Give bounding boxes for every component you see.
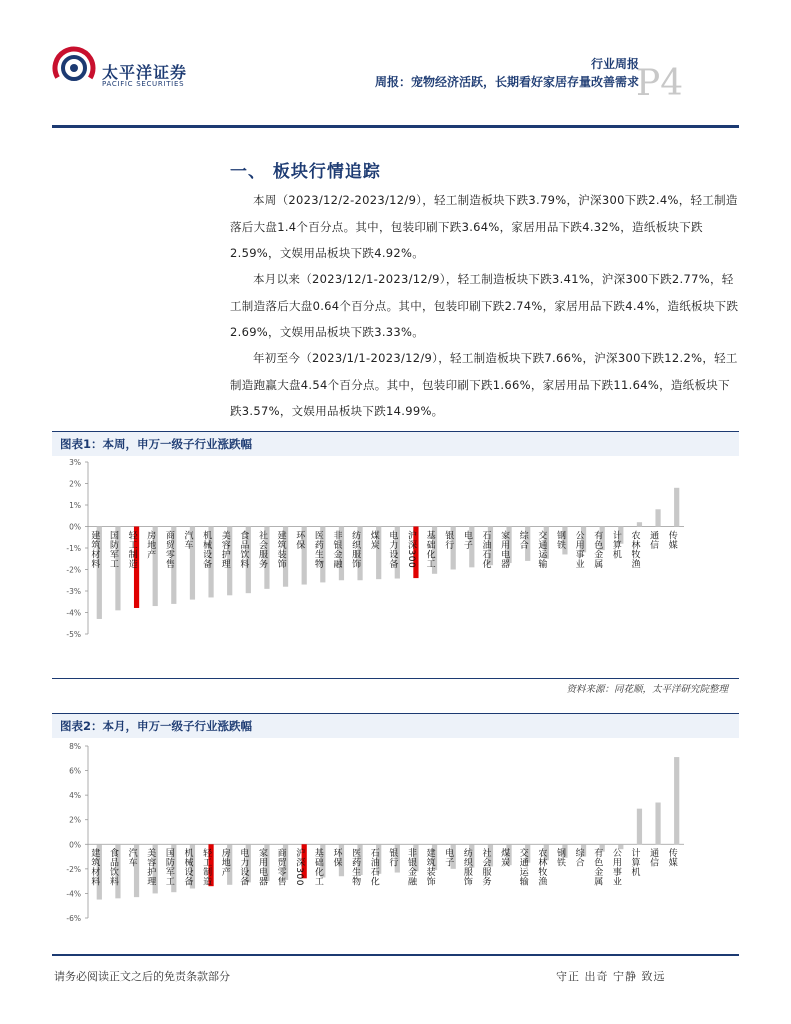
report-type: 行业周报 xyxy=(590,57,639,71)
category-label: 通信 xyxy=(648,848,659,868)
paragraph-ytd: 年初至今（2023/1/1-2023/12/9），轻工制造板块下跌7.66%，沪深300下跌12.2%，轻工制造跑赢大盘4.54个百分点。其中，包装印刷下跌1.66%，家居用品下跌11.64%，造纸板块下跌3.57%，文娱用品板块下跌14.99%。 xyxy=(230,351,738,418)
y-tick-label: -4% xyxy=(66,608,81,618)
category-label: 有色金属 xyxy=(592,530,603,569)
y-tick-label: 0% xyxy=(69,522,81,532)
category-label: 计算机 xyxy=(629,848,640,877)
y-tick-label: 8% xyxy=(69,742,81,751)
category-label: 房地产 xyxy=(219,848,230,877)
category-label: 汽车 xyxy=(126,848,137,868)
logo-icon xyxy=(52,46,96,90)
category-label: 建筑材料 xyxy=(89,848,100,887)
brand-name-en: PACIFIC SECURITIES xyxy=(102,80,185,88)
header-divider xyxy=(52,125,739,128)
category-label: 电子 xyxy=(461,530,472,550)
category-label: 电力设备 xyxy=(387,530,398,569)
category-label: 通信 xyxy=(648,530,659,550)
category-label: 环保 xyxy=(331,848,342,868)
monthly-industry-chart xyxy=(52,738,739,928)
report-title: 周报：宠物经济活跃，长期看好家居存量改善需求 xyxy=(374,75,639,89)
category-label: 石油石化 xyxy=(480,530,491,569)
category-label: 基础化工 xyxy=(312,848,323,887)
y-tick-label: -4% xyxy=(66,889,81,899)
category-label: 综合 xyxy=(573,848,584,868)
category-label: 公用事业 xyxy=(573,530,584,569)
category-label: 沪深300 xyxy=(294,848,305,886)
paragraph-monthly: 本月以来（2023/12/1-2023/12/9），轻工制造板块下跌3.41%，沪深300下跌2.77%，轻工制造落后大盘0.64个百分点。其中，包装印刷下跌2.74%，家居用品下跌4.4%，造纸板块下跌2.69%，文娱用品板块下跌3.33%。 xyxy=(230,272,739,339)
category-label: 轻工制造 xyxy=(201,848,212,887)
category-label: 综合 xyxy=(517,530,528,550)
y-tick-label: 4% xyxy=(69,791,81,801)
bar-传媒 xyxy=(674,488,679,527)
category-label: 建筑装饰 xyxy=(424,848,435,887)
category-label: 社会服务 xyxy=(256,530,267,569)
category-label: 电子 xyxy=(443,848,454,868)
footer-motto: 守正 出奇 宁静 致远 xyxy=(556,970,666,983)
category-label: 传媒 xyxy=(666,848,677,868)
bar-农林牧渔 xyxy=(637,522,642,526)
category-label: 房地产 xyxy=(145,530,156,559)
category-label: 机械设备 xyxy=(201,530,212,569)
figure-2-title: 图表2：本月，申万一级子行业涨跌幅 xyxy=(60,719,252,733)
data-source: 资料来源：同花顺，太平洋研究院整理 xyxy=(566,684,728,695)
y-tick-label: 2% xyxy=(69,815,81,825)
category-label: 纺织服饰 xyxy=(461,848,472,887)
category-label: 建筑材料 xyxy=(89,530,100,569)
category-label: 美容护理 xyxy=(145,848,156,887)
category-label: 社会服务 xyxy=(480,848,491,887)
category-label: 交通运输 xyxy=(517,848,528,887)
category-label: 家用电器 xyxy=(256,848,267,887)
category-label: 公用事业 xyxy=(610,848,621,887)
section-title: 一、 板块行情追踪 xyxy=(230,162,381,182)
figure-1-header xyxy=(52,431,739,456)
category-label: 医药生物 xyxy=(312,530,323,569)
category-label: 钢铁 xyxy=(554,530,565,550)
category-label: 计算机 xyxy=(610,530,621,559)
category-label: 银行 xyxy=(443,530,454,550)
category-label: 非银金融 xyxy=(405,848,416,887)
category-label: 电力设备 xyxy=(238,848,249,887)
category-label: 国防军工 xyxy=(163,848,174,887)
category-label: 纺织服饰 xyxy=(350,530,361,569)
paragraph-weekly: 本周（2023/12/2-2023/12/9），轻工制造板块下跌3.79%，沪深300下跌2.4%，轻工制造落后大盘1.4个百分点。其中，包装印刷下跌3.64%，家居用品下跌4.32%，造纸板块下跌2.59%，文娱用品板块下跌4.92%。 xyxy=(230,193,738,260)
category-label: 家用电器 xyxy=(499,530,510,569)
category-label: 交通运输 xyxy=(536,530,547,569)
category-label: 农林牧渔 xyxy=(536,848,547,887)
y-tick-label: 2% xyxy=(69,479,81,489)
category-label: 国防军工 xyxy=(107,530,118,569)
category-label: 机械设备 xyxy=(182,848,193,887)
footer-disclaimer: 请务必阅读正文之后的免责条款部分 xyxy=(54,970,230,983)
category-label: 有色金属 xyxy=(592,848,603,887)
bar-通信 xyxy=(655,803,660,845)
category-label: 环保 xyxy=(294,530,305,550)
y-tick-label: 0% xyxy=(69,840,81,850)
category-label: 商贸零售 xyxy=(275,848,286,887)
category-label: 煤炭 xyxy=(368,530,379,550)
category-label: 美容护理 xyxy=(219,530,230,569)
y-tick-label: -2% xyxy=(66,565,81,575)
category-label: 石油石化 xyxy=(368,848,379,887)
figure-2-header xyxy=(52,713,739,738)
category-label: 建筑装饰 xyxy=(275,530,286,569)
category-label: 轻工制造 xyxy=(126,530,137,569)
figure-1-title: 图表1：本周，申万一级子行业涨跌幅 xyxy=(60,437,252,451)
category-label: 钢铁 xyxy=(554,848,565,868)
category-label: 医药生物 xyxy=(350,848,361,887)
category-label: 基础化工 xyxy=(424,530,435,569)
brand-name: 太平洋证券 xyxy=(102,63,188,82)
category-label: 沪深300 xyxy=(405,530,416,569)
y-tick-label: 3% xyxy=(69,458,81,467)
category-label: 商贸零售 xyxy=(163,530,174,569)
bar-通信 xyxy=(655,509,660,526)
y-tick-label: -6% xyxy=(66,914,81,923)
category-label: 食品饮料 xyxy=(238,530,249,569)
category-label: 银行 xyxy=(387,848,398,868)
category-label: 传媒 xyxy=(666,530,677,550)
y-tick-label: -1% xyxy=(66,544,81,553)
category-label: 食品饮料 xyxy=(107,848,118,887)
page-number: P4 xyxy=(636,63,684,104)
footer-divider xyxy=(52,954,739,956)
category-label: 煤炭 xyxy=(499,848,510,868)
y-tick-label: -3% xyxy=(66,587,81,596)
weekly-industry-chart xyxy=(52,456,739,656)
source-divider xyxy=(52,678,739,679)
y-tick-label: 1% xyxy=(69,501,81,510)
y-tick-label: 6% xyxy=(69,766,81,776)
category-label: 非银金融 xyxy=(331,530,342,569)
bar-计算机 xyxy=(637,809,642,845)
category-label: 汽车 xyxy=(182,530,193,550)
y-tick-label: -5% xyxy=(66,630,81,639)
bar-传媒 xyxy=(674,757,679,844)
category-label: 农林牧渔 xyxy=(629,530,640,569)
y-tick-label: -2% xyxy=(66,864,81,874)
